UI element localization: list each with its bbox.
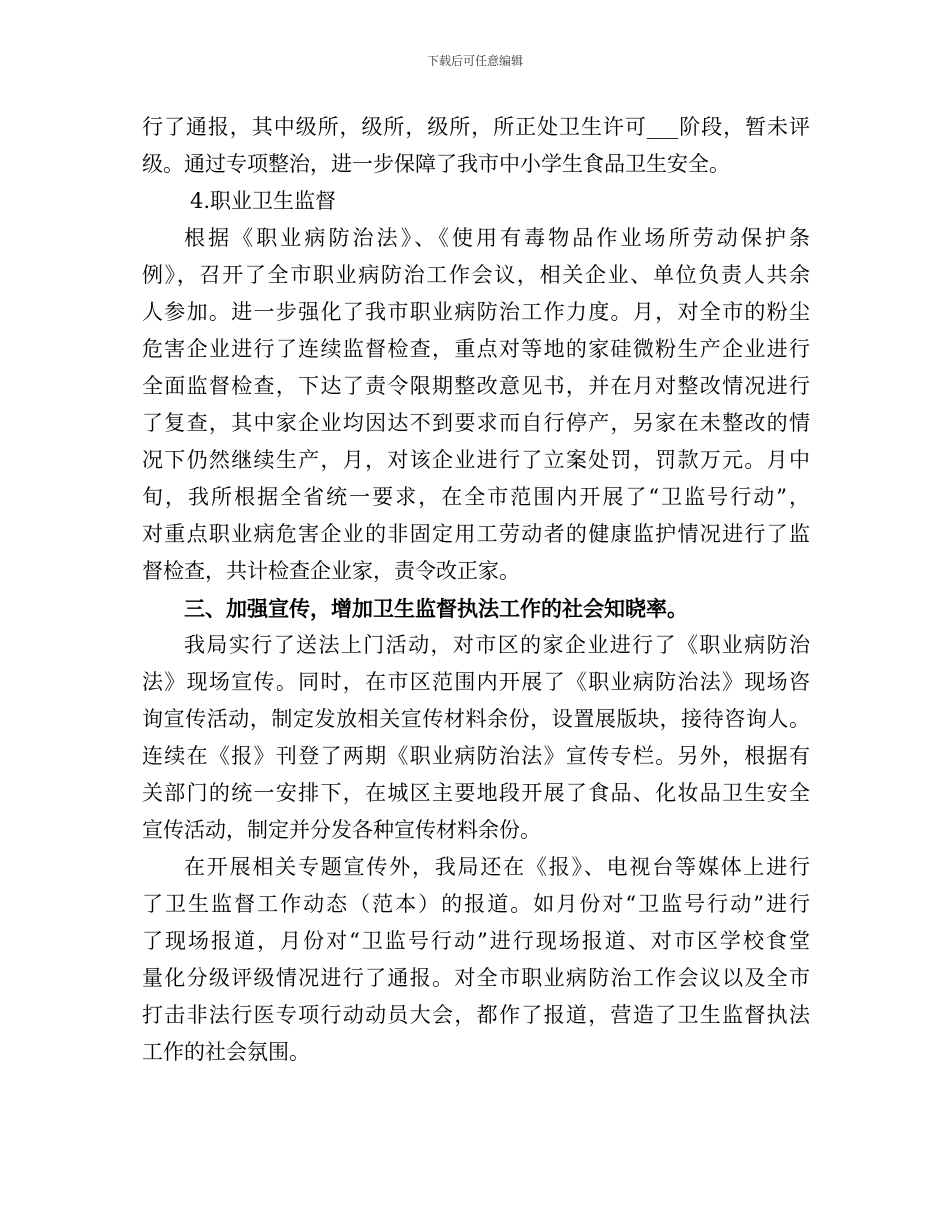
paragraph-line: 法》现场宣传。同时，在市区范围内开展了《职业病防治法》现场咨 [142,670,810,694]
paragraph-line: 对重点职业病危害企业的非固定用工劳动者的健康监护情况进行了监 [142,522,810,546]
paragraph-line: 人参加。进一步强化了我市职业病防治工作力度。月，对全市的粉尘 [142,300,810,324]
paragraph-line: 我局实行了送法上门活动，对市区的家企业进行了《职业病防治 [184,633,810,657]
paragraph-line: 全面监督检查，下达了责令限期整改意见书，并在月对整改情况进行 [142,374,810,398]
paragraph-line: 行了通报，其中级所，级所，级所，所正处卫生许可___阶段，暂未评 [142,115,810,139]
paragraph-line: 在开展相关专题宣传外，我局还在《报》、电视台等媒体上进行 [184,855,810,879]
paragraph-line: 询宣传活动，制定发放相关宣传材料余份，设置展版块，接待咨询人。 [142,707,810,731]
paragraph-line: 旬，我所根据全省统一要求，在全市范围内开展了“卫监号行动”， [142,485,810,509]
paragraph-line: 连续在《报》刊登了两期《职业病防治法》宣传专栏。另外，根据有 [142,744,810,768]
paragraph-line: 了现场报道，月份对“卫监号行动”进行现场报道、对市区学校食堂 [142,929,810,953]
section-heading: 三、加强宣传，增加卫生监督执法工作的社会知晓率。 [184,596,688,621]
paragraph-line: 例》，召开了全市职业病防治工作会议，相关企业、单位负责人共余 [142,263,810,287]
section-heading: 4.职业卫生监督 [190,189,337,213]
paragraph-line: 打击非法行医专项行动动员大会，都作了报道，营造了卫生监督执法 [142,1003,810,1027]
paragraph-line: 况下仍然继续生产，月，对该企业进行了立案处罚，罚款万元。月中 [142,448,810,472]
paragraph-line: 了卫生监督工作动态（范本）的报道。如月份对“卫监号行动”进行 [142,892,810,916]
paragraph-line: 量化分级评级情况进行了通报。对全市职业病防治工作会议以及全市 [142,966,810,990]
paragraph-line: 工作的社会氛围。 [142,1040,310,1064]
paragraph-line: 级。通过专项整治，进一步保障了我市中小学生食品卫生安全。 [142,152,730,176]
paragraph-line: 宣传活动，制定并分发各种宣传材料余份。 [142,818,541,842]
paragraph-line: 危害企业进行了连续监督检查，重点对等地的家硅微粉生产企业进行 [142,337,810,361]
page-header: 下载后可任意编辑 [426,54,523,68]
paragraph-line: 关部门的统一安排下，在城区主要地段开展了食品、化妆品卫生安全 [142,781,810,805]
paragraph-line: 督检查，共计检查企业家，责令改正家。 [142,559,520,583]
document-body [142,109,810,1071]
paragraph-line: 了复查，其中家企业均因达不到要求而自行停产，另家在未整改的情 [142,411,810,435]
paragraph-line: 根据《职业病防治法》、《使用有毒物品作业场所劳动保护条 [184,226,810,250]
